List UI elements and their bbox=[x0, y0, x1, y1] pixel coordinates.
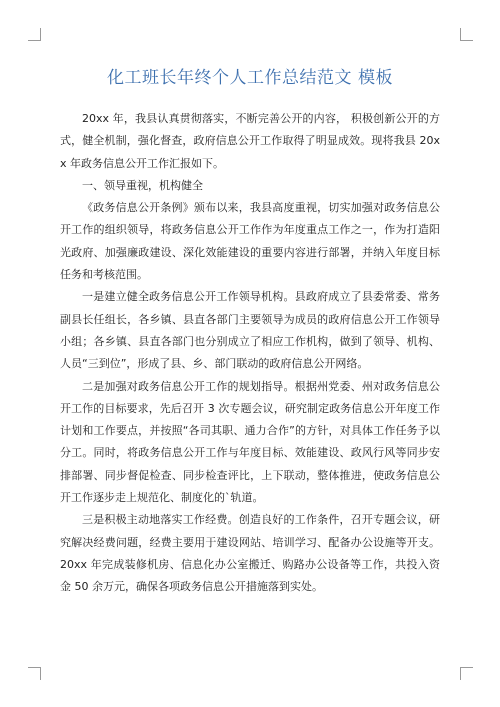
crop-mark-bottom-left bbox=[28, 667, 41, 680]
paragraph-point-2: 二是加强对政务信息公开工作的规划指导。根据州党委、州对政务信息公开工作的目标要求，先后召开 3 次专题会议，研究制定政务信息公开年度工作计划和工作要点，并按照“各司其职、通力合作”的方针，对具体工作任务予以分工。同时，将政务信息公开工作与年度目标、效能建设、政风行风等同步安排部署、同步督促检查、同步检查评比，上下联动，整体推进，使政务信息公开工作逐步走上规范化、制度化的`轨道。 bbox=[60, 379, 440, 505]
paragraph-regulation: 《政务信息公开条例》颁布以来，我县高度重视，切实加强对政务信息公开工作的组织领导，将政务信息公开工作作为年度重点工作之一，作为打造阳光政府、加强廉政建设、深化效能建设的重要内容进行部署，并纳入年度目标任务和考核范围。 bbox=[60, 201, 440, 282]
crop-mark-top-left bbox=[28, 28, 41, 41]
document-title: 化工班长年终个人工作总结范文 模板 bbox=[107, 68, 393, 88]
document-body bbox=[60, 108, 440, 599]
crop-mark-bottom-right bbox=[460, 667, 473, 680]
paragraph-intro: 20xx 年，我县认真贯彻落实，不断完善公开的内容， 积极创新公开的方式，健全机制，强化督查，政府信息公开工作取得了明显成效。现将我县 20xx 年政务信息公开工作汇报如下。 bbox=[60, 112, 440, 170]
section-heading-1: 一、领导重视，机构健全 bbox=[82, 178, 203, 192]
paragraph-point-3: 三是积极主动地落实工作经费。创造良好的工作条件，召开专题会议，研究解决经费问题，经费主要用于建设网站、培训学习、配备办公设施等开支。20xx 年完成装修机房、信息化办公室搬迁、购路办公设备等工作，共投入资金 50 余万元，确保各项政务信息公开措施落到实处。 bbox=[60, 513, 440, 594]
paragraph-point-1: 一是建立健全政务信息公开工作领导机构。县政府成立了县委常委、常务副县长任组长，各乡镇、县直各部门主要领导为成员的政府信息公开工作领导小组；各乡镇、县直各部门也分别成立了相应工作机构，做到了领导、机构、人员“三到位”，形成了县、乡、部门联动的政府信息公开网络。 bbox=[60, 290, 440, 371]
crop-mark-top-right bbox=[460, 28, 473, 41]
